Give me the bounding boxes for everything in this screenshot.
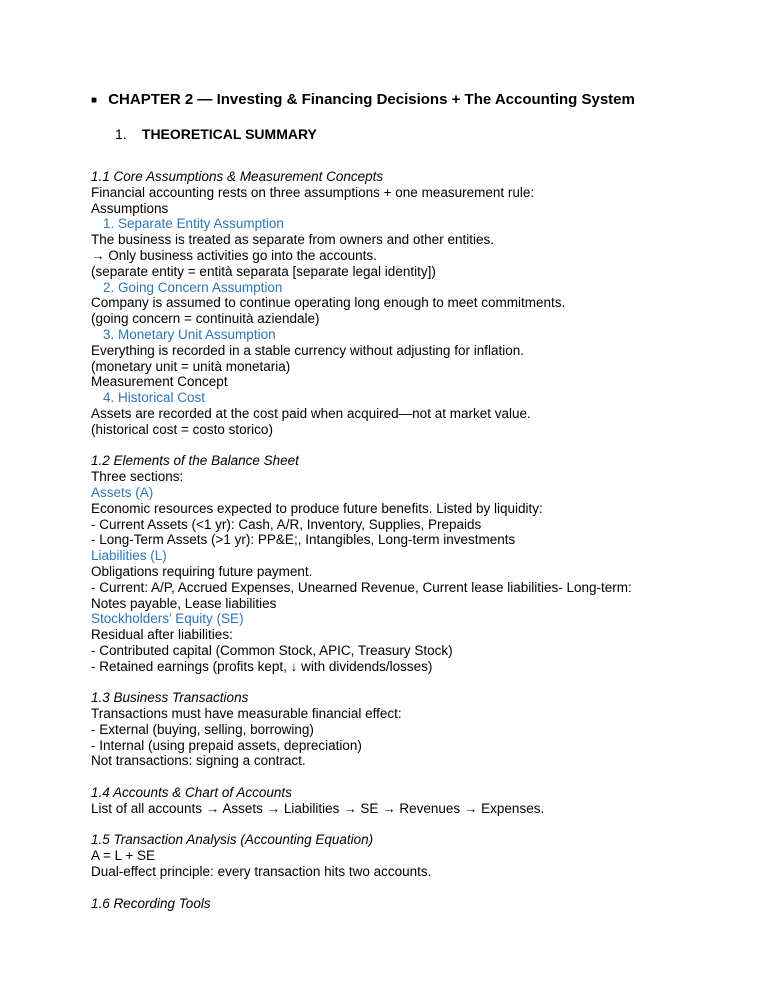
- section-heading-text: THEORETICAL SUMMARY: [141, 126, 317, 142]
- blank-line: [91, 880, 677, 896]
- chapter-title: [91, 90, 677, 110]
- text-line: Not transactions: signing a contract.: [91, 753, 306, 769]
- term-heading: Stockholders’ Equity (SE): [91, 611, 244, 627]
- subsection-heading: 1.6 Recording Tools: [91, 895, 211, 911]
- text-line: - Current: A/P, Accrued Expenses, Unearned Revenue, Current lease liabilities- Long-term:: [91, 579, 632, 595]
- text-line: Company is assumed to continue operating long enough to meet commitments.: [91, 295, 566, 311]
- text-line: → Only business activities go into the accounts.: [91, 247, 377, 263]
- text-line: Obligations requiring future payment.: [91, 563, 313, 579]
- subsection-heading: 1.5 Transaction Analysis (Accounting Equation): [91, 832, 374, 848]
- blank-line: [91, 769, 677, 785]
- text-line: Three sections:: [91, 469, 184, 485]
- text-line: (going concern = continuità aziendale): [91, 311, 320, 327]
- term-heading: 3. Monetary Unit Assumption: [103, 326, 276, 342]
- text-line: Dual-effect principle: every transaction hits two accounts.: [91, 864, 432, 880]
- text-line: Transactions must have measurable financial effect:: [91, 706, 402, 722]
- text-line: Assumptions: [91, 200, 169, 216]
- text-line: Economic resources expected to produce future benefits. Listed by liquidity:: [91, 500, 543, 516]
- term-heading: Assets (A): [91, 484, 154, 500]
- subsection-heading: 1.3 Business Transactions: [91, 690, 249, 706]
- blank-line: [91, 675, 677, 691]
- blank-line: [91, 817, 677, 833]
- text-line: Notes payable, Lease liabilities: [91, 595, 277, 611]
- text-line: - Internal (using prepaid assets, depreciation): [91, 737, 362, 753]
- chapter-title-text: CHAPTER 2 — Investing & Financing Decisions + The Accounting System: [108, 91, 635, 108]
- text-line: Everything is recorded in a stable currency without adjusting for inflation.: [91, 342, 524, 358]
- text-line: The business is treated as separate from owners and other entities.: [91, 232, 494, 248]
- blank-line: [91, 438, 677, 454]
- term-heading: Liabilities (L): [91, 548, 167, 564]
- text-line: (separate entity = entità separata [separate legal identity]): [91, 263, 436, 279]
- text-line: Assets are recorded at the cost paid when acquired—not at market value.: [91, 405, 531, 421]
- text-line: - Contributed capital (Common Stock, APIC, Treasury Stock): [91, 642, 453, 658]
- text-line: List of all accounts → Assets → Liabilities → SE → Revenues → Expenses.: [91, 800, 545, 816]
- subsection-heading: 1.2 Elements of the Balance Sheet: [91, 453, 299, 469]
- text-line: Residual after liabilities:: [91, 627, 233, 643]
- text-line: - External (buying, selling, borrowing): [91, 721, 314, 737]
- text-line: Measurement Concept: [91, 374, 228, 390]
- term-heading: 1. Separate Entity Assumption: [103, 216, 284, 232]
- text-line: - Retained earnings (profits kept, ↓ with dividends/losses): [91, 658, 433, 674]
- section-number: 1.: [115, 126, 127, 142]
- square-bullet-icon: ■: [91, 95, 98, 106]
- text-line: - Long-Term Assets (>1 yr): PP&E;, Intangibles, Long-term investments: [91, 532, 516, 548]
- document-body: [91, 169, 677, 911]
- text-line: Financial accounting rests on three assumptions + one measurement rule:: [91, 184, 535, 200]
- term-heading: 4. Historical Cost: [103, 390, 206, 406]
- text-line: (monetary unit = unità monetaria): [91, 358, 291, 374]
- text-line: A = L + SE: [91, 848, 156, 864]
- numbered-section-heading: [115, 125, 677, 143]
- subsection-heading: 1.1 Core Assumptions & Measurement Concepts: [91, 169, 384, 184]
- text-line: - Current Assets (<1 yr): Cash, A/R, Inventory, Supplies, Prepaids: [91, 516, 482, 532]
- subsection-heading: 1.4 Accounts & Chart of Accounts: [91, 785, 292, 801]
- term-heading: 2. Going Concern Assumption: [103, 279, 283, 295]
- text-line: (historical cost = costo storico): [91, 421, 273, 437]
